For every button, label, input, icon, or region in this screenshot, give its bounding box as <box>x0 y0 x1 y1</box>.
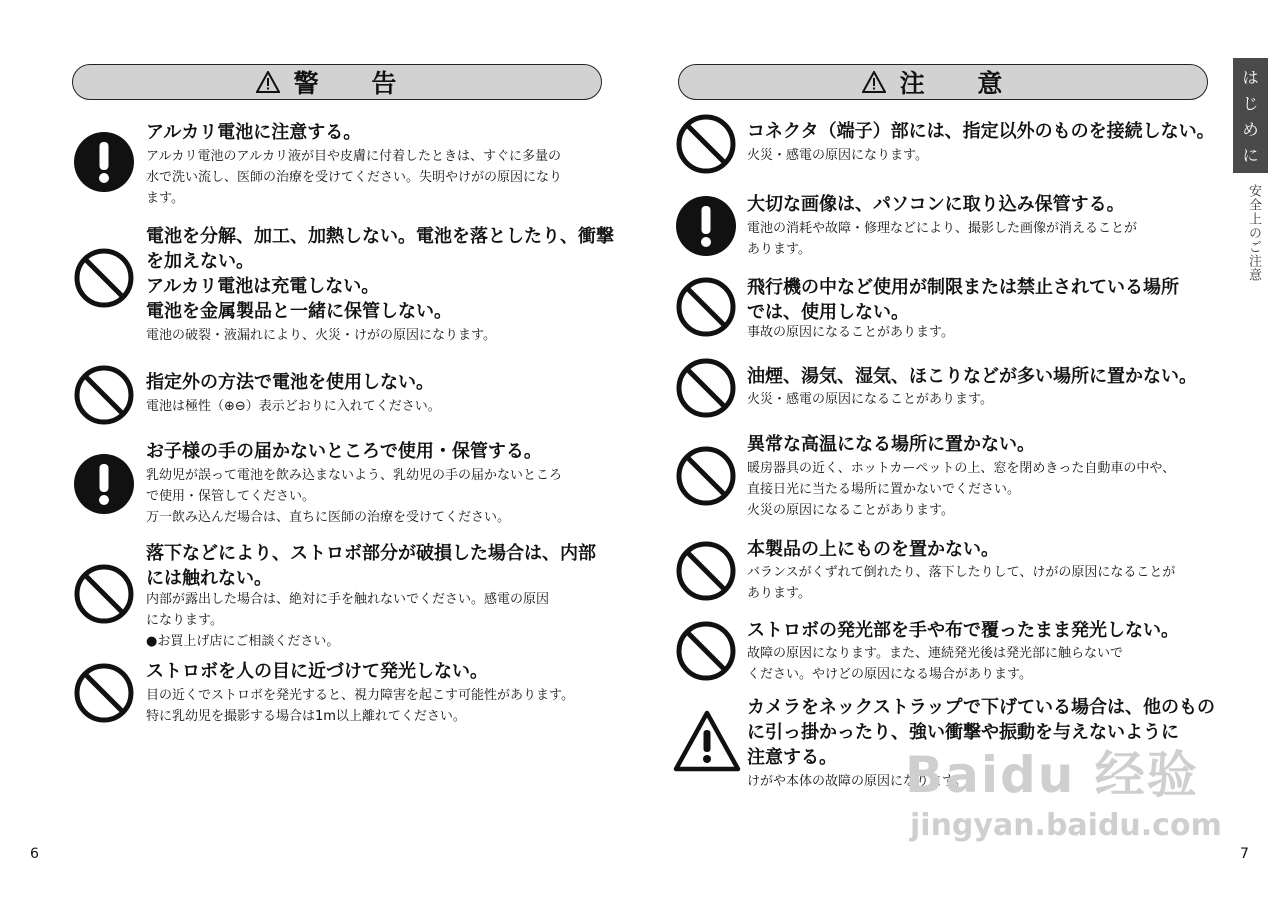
item-body: けがや本体の故障の原因になります。 <box>747 774 967 789</box>
section-tab-char: は <box>1242 68 1259 88</box>
item-body: 事故の原因になることがあります。 <box>747 325 954 340</box>
item-heading: ストロボを人の目に近づけて発光しない。 <box>146 661 488 682</box>
prohibition-icon <box>73 364 135 426</box>
prohibition-icon <box>675 276 737 338</box>
caution-title: 注 意 <box>899 69 1025 98</box>
item-body: 電池は極性（⊕⊖）表示どおりに入れてください。 <box>146 399 441 414</box>
item-heading: 油煙、湯気、湿気、ほこりなどが多い場所に置かない。 <box>747 366 1197 387</box>
section-tab-char: に <box>1242 145 1259 165</box>
item-body: 内部が露出した場合は、絶対に手を触れないでください。感電の原因 になります。 ●お買上げ店にご相談ください。 <box>146 592 550 649</box>
prohibition-icon <box>73 247 135 309</box>
section-tab-char: め <box>1242 119 1259 139</box>
prohibition-icon <box>675 620 737 682</box>
item-heading: お子様の手の届かないところで使用・保管する。 <box>146 441 542 462</box>
item-heading: 本製品の上にものを置かない。 <box>747 539 999 560</box>
prohibition-icon <box>73 662 135 724</box>
exclamation-icon <box>73 453 135 515</box>
item-body: 乳幼児が誤って電池を飲み込まないよう、乳幼児の手の届かないところ で使用・保管してください。 万一飲み込んだ場合は、直ちに医師の治療を受けてください。 <box>146 468 563 525</box>
prohibition-icon <box>675 540 737 602</box>
page-number-left: 6 <box>30 846 39 862</box>
item-body: 火災・感電の原因になります。 <box>747 148 928 163</box>
item-body: アルカリ電池のアルカリ液が目や皮膚に付着したときは、すぐに多量の 水で洗い流し、医師の治療を受けてください。失明やけがの原因になり ます。 <box>146 149 563 206</box>
prohibition-icon <box>675 357 737 419</box>
item-body: 電池の消耗や故障・修理などにより、撮影した画像が消えることが あります。 <box>747 221 1138 257</box>
section-tab-char: じ <box>1242 94 1259 114</box>
item-heading: 大切な画像は、パソコンに取り込み保管する。 <box>747 194 1125 215</box>
watermark-url: jingyan.baidu.com <box>910 808 1222 843</box>
watermark-logo: Baidu 经验 <box>905 746 1199 804</box>
item-body: 電池の破裂・液漏れにより、火災・けがの原因になります。 <box>146 328 496 343</box>
item-body: 火災・感電の原因になることがあります。 <box>747 392 993 407</box>
item-heading: 電池を分解、加工、加熱しない。電池を落としたり、衝撃 を加えない。 アルカリ電池は充電しない。 電池を金属製品と一緒に保管しない。 <box>146 226 614 322</box>
warning-title: 警 告 <box>293 69 419 98</box>
item-heading: 異常な高温になる場所に置かない。 <box>747 434 1035 455</box>
item-heading: コネクタ（端子）部には、指定以外のものを接続しない。 <box>747 121 1215 142</box>
item-heading: ストロボの発光部を手や布で覆ったまま発光しない。 <box>747 620 1179 641</box>
warning-banner <box>72 64 602 100</box>
item-heading: 飛行機の中など使用が制限または禁止されている場所 では、使用しない。 <box>747 277 1179 323</box>
item-heading: アルカリ電池に注意する。 <box>146 122 362 143</box>
prohibition-icon <box>73 563 135 625</box>
caution-banner <box>678 64 1208 100</box>
item-heading: カメラをネックストラップで下げている場合は、他のもの に引っ掛かったり、強い衝撃や振動を与えないように 注意する。 <box>747 697 1215 768</box>
warning-triangle-icon <box>673 710 741 772</box>
exclamation-icon <box>675 195 737 257</box>
warning-triangle-icon <box>862 71 886 93</box>
warning-triangle-icon <box>256 71 280 93</box>
item-body: 暖房器具の近く、ホットカーペットの上、窓を閉めきった自動車の中や、 直接日光に当たる場所に置かないでください。 火災の原因になることがあります。 <box>747 461 1176 518</box>
section-subtitle: 安全上のご注意 <box>1246 184 1261 282</box>
item-heading: 指定外の方法で電池を使用しない。 <box>146 372 434 393</box>
item-body: 目の近くでストロボを発光すると、視力障害を起こす可能性があります。 特に乳幼児を撮影する場合は1m以上離れてください。 <box>146 688 574 724</box>
section-tab <box>1233 58 1268 173</box>
prohibition-icon <box>675 113 737 175</box>
exclamation-icon <box>73 131 135 193</box>
prohibition-icon <box>675 445 737 507</box>
item-body: バランスがくずれて倒れたり、落下したりして、けがの原因になることが あります。 <box>747 565 1176 601</box>
item-body: 故障の原因になります。また、連続発光後は発光部に触らないで ください。やけどの原因になる場合があります。 <box>747 646 1123 682</box>
page-number-right: 7 <box>1240 846 1249 862</box>
item-heading: 落下などにより、ストロボ部分が破損した場合は、内部 には触れない。 <box>146 543 596 589</box>
